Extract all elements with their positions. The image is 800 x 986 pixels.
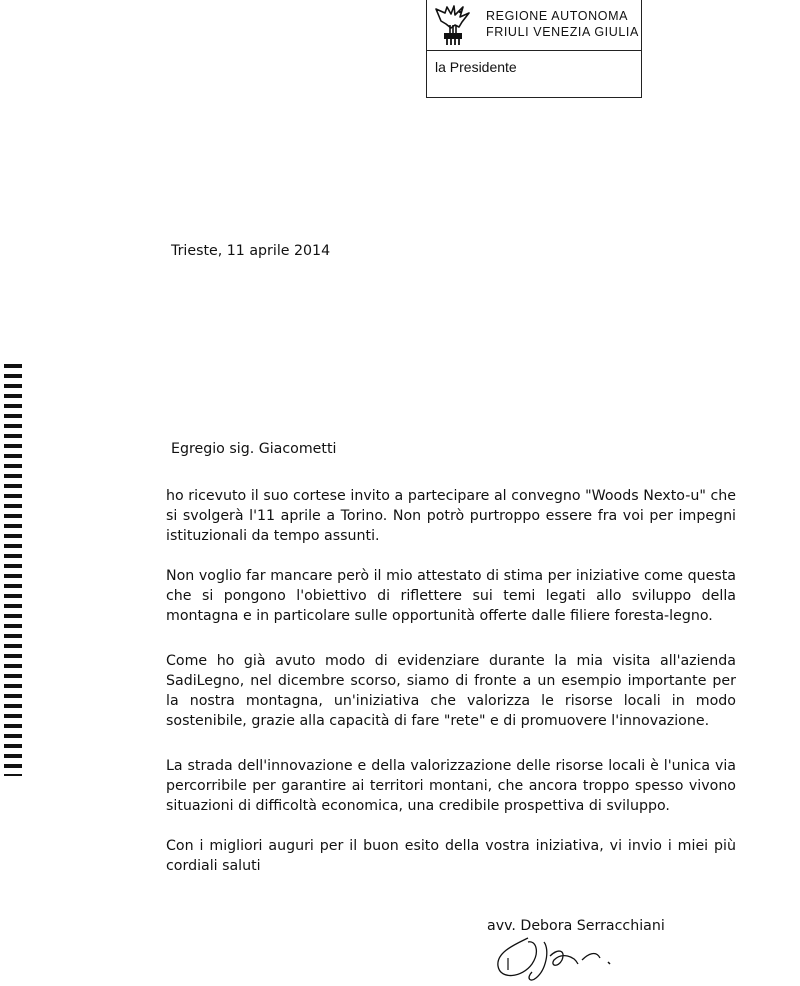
eagle-emblem-icon xyxy=(433,3,473,47)
letter-paragraph-2: Non voglio far mancare però il mio attestato di stima per iniziative come questa che si pongono l'obiettivo di riflettere sui temi legati allo sviluppo della montagna e in particolare sulle opportunità offerte dalle filiere foresta-legno. xyxy=(166,568,736,624)
org-name-line2: FRIULI VENEZIA GIULIA xyxy=(486,25,639,39)
letter-paragraph-4: La strada dell'innovazione e della valorizzazione delle risorse locali è l'unica via percorribile per garantire ai territori montani, che ancora troppo spesso vivono situazioni di difficoltà economica, una credibile prospettiva di sviluppo. xyxy=(166,758,736,814)
letter-salutation: Egregio sig. Giacometti xyxy=(171,441,337,457)
signatory-name: avv. Debora Serracchiani xyxy=(487,918,665,934)
letterhead-top xyxy=(427,0,641,51)
office-title: la Presidente xyxy=(435,59,517,75)
letterhead-box xyxy=(426,0,642,98)
handwritten-signature xyxy=(488,920,638,986)
letter-paragraph-3: Come ho già avuto modo di evidenziare durante la mia visita all'azienda SadiLegno, nel dicembre scorso, siamo di fronte a un esempio importante per la nostra montagna, un'iniziativa che valorizza le risorse locali in modo sostenibile, grazie alla capacità di fare "rete" e di promuovere l'innovazione. xyxy=(166,653,736,729)
letter-date: Trieste, 11 aprile 2014 xyxy=(171,243,331,259)
letter-paragraph-5: Con i migliori auguri per il buon esito della vostra iniziativa, vi invio i miei più cordiali saluti xyxy=(166,838,736,874)
org-name-line1: REGIONE AUTONOMA xyxy=(486,9,629,23)
scan-margin-marks xyxy=(4,364,22,776)
letter-paragraph-1: ho ricevuto il suo cortese invito a partecipare al convegno "Woods Nexto-u" che si svolgerà l'11 aprile a Torino. Non potrò purtroppo essere fra voi per impegni istituzionali da tempo assunti. xyxy=(166,488,736,544)
